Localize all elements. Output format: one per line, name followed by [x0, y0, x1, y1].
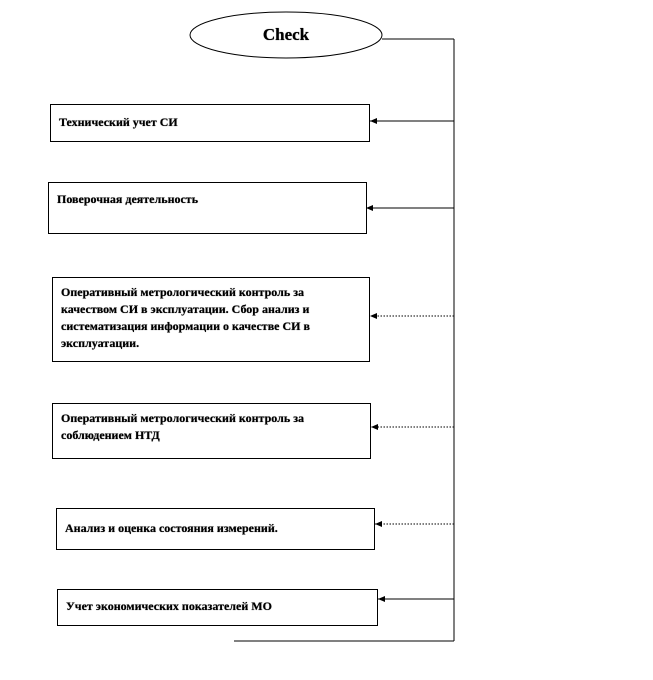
node-label: Оперативный метрологический контроль за качеством СИ в эксплуатации. Сбор анализ и систематизация информации о качестве СИ в эксплуатации. [61, 285, 310, 350]
node-label: Учет экономических показателей МО [66, 599, 272, 613]
node-technical-accounting [50, 104, 370, 142]
node-measurement-analysis [56, 508, 375, 550]
node-verification-activity [48, 182, 367, 234]
node-label: Технический учет СИ [59, 115, 178, 129]
node-label: Анализ и оценка состояния измерений. [65, 521, 278, 535]
node-economic-accounting [57, 589, 378, 626]
node-label: Поверочная деятельность [57, 192, 199, 206]
node-label: Оперативный метрологический контроль за соблюдением НТД [61, 411, 305, 442]
root-label: Check [262, 25, 310, 44]
node-quality-control [52, 277, 370, 362]
node-ntd-control [52, 403, 371, 459]
